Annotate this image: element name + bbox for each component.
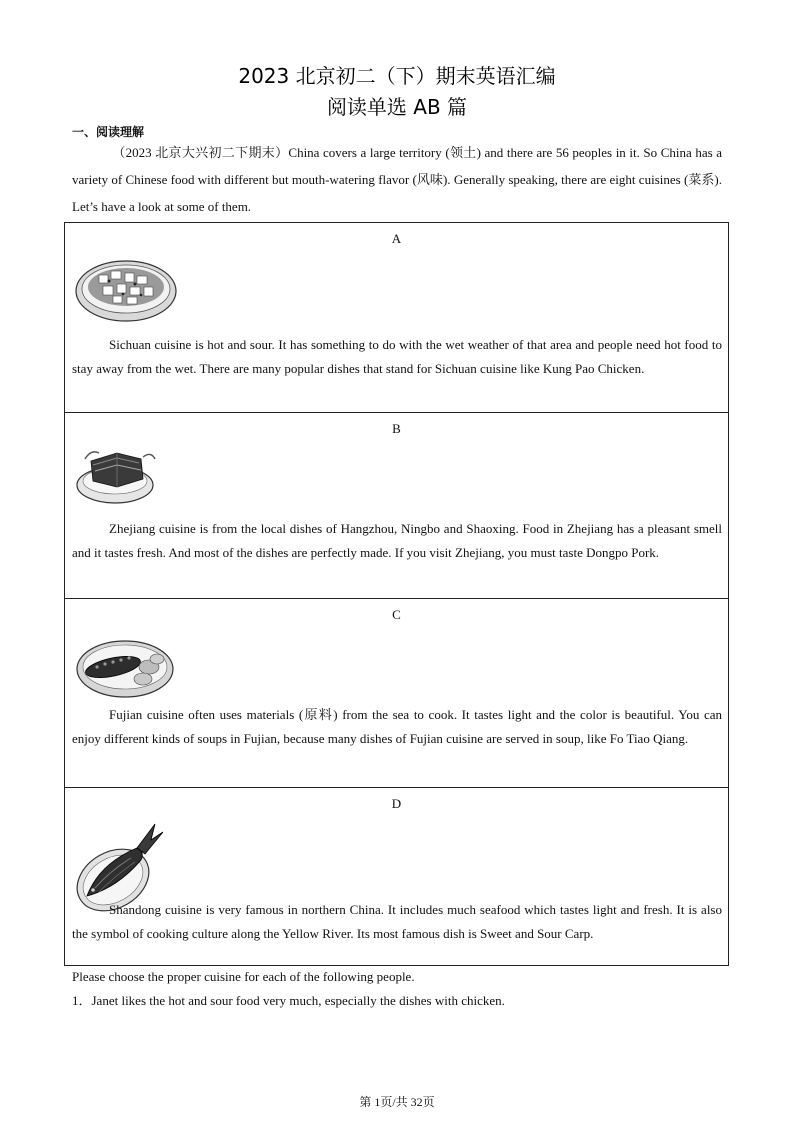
panel-letter: C: [392, 607, 401, 622]
panel-text: Fujian cuisine often uses materials (原料) from the sea to cook. It tastes light and the color is beautiful. You can enjoy different kinds of soups in Fujian, because many dishes of Fujian cuisine are served in soup, like Fo Tiao Qiang.: [72, 707, 722, 746]
cuisine-panel-a: [65, 223, 728, 413]
document-subtitle: 阅读单选 AB 篇: [326, 95, 468, 119]
panel-text: Shandong cuisine is very famous in northern China. It includes much seafood which tastes light and fresh. It is also the symbol of cooking culture along the Yellow River. Its most famous dish is Sweet and Sour Carp.: [72, 902, 722, 941]
mapo-tofu-plate-icon: [73, 247, 179, 330]
cuisine-table: [64, 222, 729, 966]
instruction-text: Please choose the proper cuisine for each of the following people.: [72, 969, 415, 984]
intro-paragraph: [72, 139, 722, 220]
panel-letter: A: [391, 231, 402, 246]
cuisine-panel-c: [65, 599, 728, 788]
cuisine-panel-d: [65, 788, 728, 965]
section-heading: 一、阅读理解: [72, 125, 145, 139]
panel-letter: B: [392, 421, 401, 436]
cuisine-panel-b: [65, 413, 728, 599]
panel-text: Zhejiang cuisine is from the local dishes of Hangzhou, Ningbo and Shaoxing. Food in Zhejiang has a pleasant smell and it tastes fresh. And most of the dishes are perfectly made. If you visit Zhejiang, you must taste Dongpo Pork.: [72, 521, 722, 560]
document-title: 2023 北京初二（下）期末英语汇编: [238, 64, 556, 88]
panel-letter: D: [391, 796, 402, 811]
intro-text: （2023 北京大兴初二下期末）China covers a large territory (领土) and there are 56 peoples in it. So China has a variety of Chinese food with different but mouth-watering flavor (风味). Generally speaking, there are eight cuisines (菜系). Let’s have a look at some of them.: [72, 145, 722, 214]
panel-text: Sichuan cuisine is hot and sour. It has something to do with the wet weather of that area and people need hot food to stay away from the wet. There are many popular dishes that stand for Sichuan cuisine like Kung Pao Chicken.: [72, 337, 722, 376]
sea-cucumber-plate-icon: [73, 627, 177, 708]
question-1: 1．Janet likes the hot and sour food very much, especially the dishes with chicken.: [72, 993, 505, 1008]
dongpo-pork-bowl-icon: [73, 443, 163, 514]
page-footer: 第 1页/共 32页: [359, 1095, 435, 1109]
